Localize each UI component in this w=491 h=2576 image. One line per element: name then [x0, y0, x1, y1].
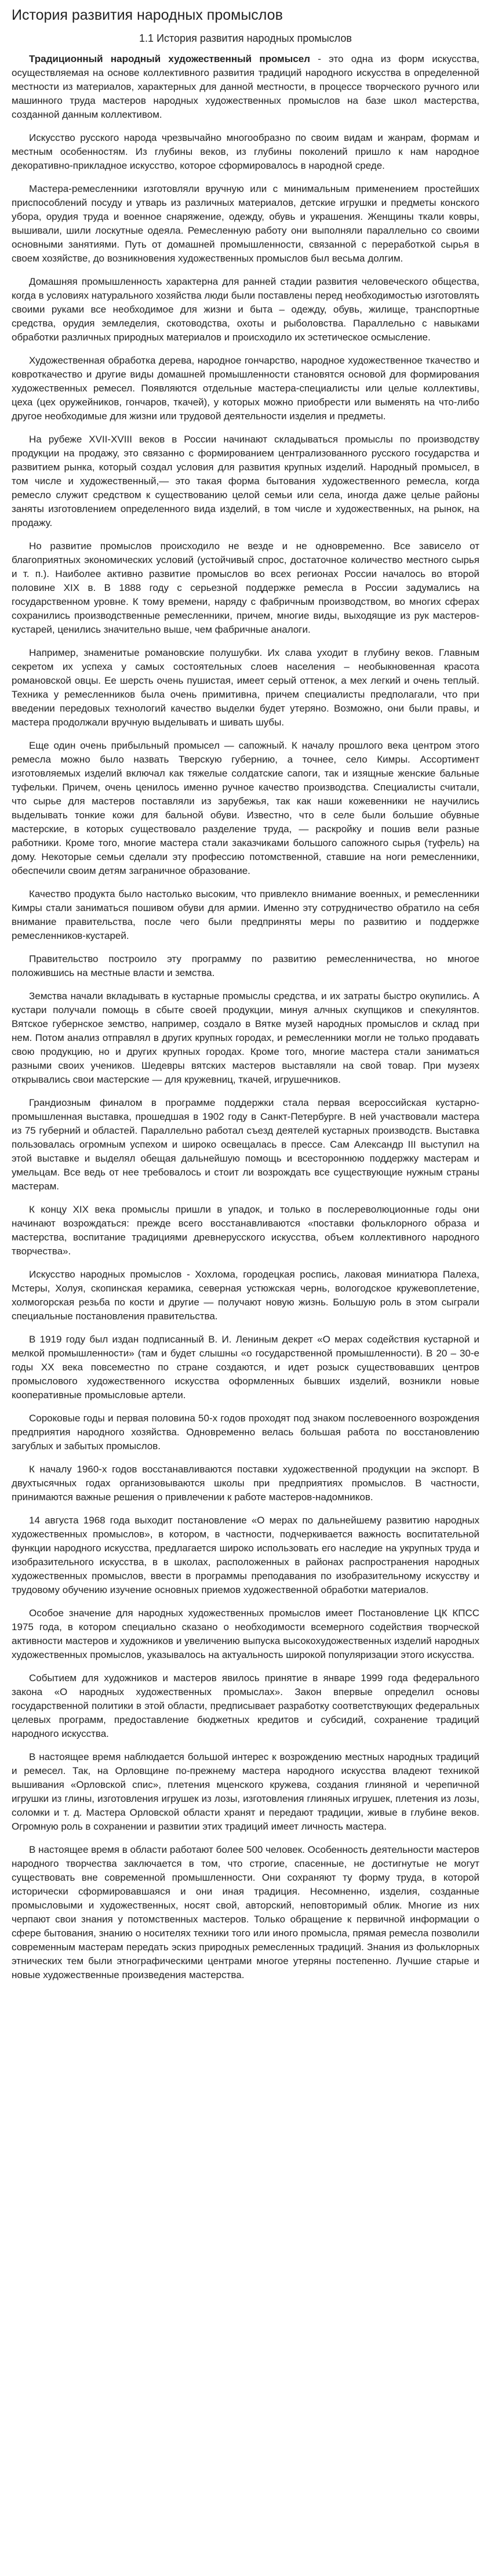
paragraph-2: Мастера-ремесленники изготовляли вручную или с минимальным применением простейших приспособлений посуду и утварь из различных материалов, детские игрушки и предметы конского убора, орудия труда и военное снаряжение, одежду, обувь и украшения. Женщины ткали ковры, вышивали, шили лоскутные одеяла. Ремесленную работу они выполняли параллельно со своими основными занятиями. Путь от домашней промышленности, связанной с переработкой сырья в своем хозяйстве, до возникновения художественных промыслов был весьма долгим. — [12, 183, 479, 264]
paragraph-7: Например, знаменитые романовские полушубки. Их слава уходит в глубину веков. Главным секретом их успеха у самых состоятельных слоев населения – необыкновенная красота романовской овцы. Ее шерсть очень пушистая, имеет серый оттенок, а мех легкий и очень теплый. Техника у ремесленников была очень примитивна, причем специалисты предполагали, что при введении передовых технологий качество выделки будет утеряно. Возможно, они были правы, и мастера продолжали вручную выделывать и шивать шубы. — [12, 647, 479, 728]
intro-paragraph — [12, 52, 479, 122]
paragraph-13: К концу XIX века промыслы пришли в упадок, и только в послереволюционные годы они начинают возрождаться: прежде всего восстанавливаются «поставки фольклорного образа и мастерства, воспитание традициями древнерусского искусства, объем коллективного народного творчества». — [12, 1204, 479, 1257]
paragraph-20: Событием для художников и мастеров явилось принятие в январе 1999 года федерального закона «О народных художественных промыслах». Закон впервые определил основы государственной политики в этой области, предписывает разработку соответствующих федеральных целевых программ, предоставление бюджетных кредитов и субсидий, сохранение традиций народного искусства. — [12, 1672, 479, 1739]
paragraph-12: Грандиозным финалом в программе поддержки стала первая всероссийская кустарно-промышленная выставка, прошедшая в 1902 году в Санкт-Петербурге. В ней участвовали мастера из 75 губерний и областей. Параллельно работал съезд деятелей кустарных производств. Выставка пользовалась огромным успехом и широко освещалась в прессе. Сам Александр III выступил на этой выставке и выделял обещая дальнейшую помощь и всестороннюю поддержку мастерам и умельцам. Все ведь от нее требовалось и стоит ли возрождать все существующие нужным страны мастерам. — [12, 1097, 479, 1192]
section-heading: 1.1 История развития народных промыслов — [139, 32, 352, 44]
paragraph-5: На рубеже XVII-XVIII веков в России начинают складываться промыслы по производству продукции на продажу, это связанно с формированием централизованного русского государства и развитием рынка, который создал условия для развития крупных изделий. Народный промысел, в том числе и художественный,— это такая форма бытования художественного ремесла, когда ремесло служит средством к существованию целой семьи или села, иногда даже целые районы заняты изготовлением определенного вида изделий, в том числе и художественных, на рынок, на продажу. — [12, 434, 479, 528]
paragraph-22: В настоящее время в области работают более 500 человек. Особенность деятельности мастеров народного творчества заключается в том, что строгие, спасенные, не достигнутые не могут существовать вне современной промышленности. Они сохраняют ту форму труда, в которой исторически сформировавшаяся и они иная традиция. Несомненно, изделия, созданные промысловыми и художественных, носят свой, авторский, неповторимый облик. Многие из них черпают свои знания у потомственных мастеров. Только обращение к первичной информации о сфере бытования, знанию о носителях техники того или иного промысла, прямая ремесла позволили современным мастерам передать эскиз природных ремесленных традиций. Знания из фольклорных этнических тем были этнографическими центрами многое утеряны постепенно. Лучшие старые и новые художественные произведения мастерства. — [12, 1844, 479, 1980]
paragraph-4: Художественная обработка дерева, народное гончарство, народное художественное ткачество и ковроткачество и другие виды домашней промышленности становятся основой для формирования художественных ремесел. Появляются отдельные мастера-специалисты или целые коллективы, цеха (цех оружейников, гончаров, ткачей), у которых можно приобрести или выменять на что-либо другое необходимые для жизни или трудовой деятельности изделия и предметы. — [12, 355, 479, 422]
intro-definition: - это одна из форм искусства, осуществляемая на основе коллективного развития традиций народного искусства в определенной местности из материалов, характерных для данной местности, в процессе творческого ручного или машинного труда мастеров народных художественных промыслов на базе школ мастерства, созданной данным коллективом. — [12, 53, 479, 120]
page-title: История развития народных промыслов — [12, 7, 283, 23]
paragraph-14: Искусство народных промыслов - Хохлома, городецкая роспись, лаковая миниатюра Палеха, Мстеры, Холуя, скопинская керамика, северная устюжская чернь, вологодское кружевоплетение, холмогорская резьба по кости и другие — получают новую жизнь. Большую роль в этом сыграли специальные постановления правительства. — [12, 1269, 479, 1322]
paragraph-11: Земства начали вкладывать в кустарные промыслы средства, и их затраты быстро окупились. А кустари получали помощь в сбыте своей продукции, минуя алчных скупщиков и спекулянтов. Вятское губернское земство, например, создало в Вятке музей народных промыслов и склад при нем. Потом анализ отправлял в других крупных городах, и ремесленники могли не только продавать свою продукцию, но и других крупных городах. Кроме того, многие мастера стали заниматься разными своих учеников. Шедевры вятских мастеров выставляли на свой товар. При музеях открывались свои мастерские — для кружевниц, ткачей, игрушечников. — [12, 991, 479, 1085]
paragraph-17: К началу 1960-х годов восстанавливаются поставки художественной продукции на экспорт. В двухтысячных годах организовываются школы при предприятиях промыслов. В частности, принимаются важные решения о привлечении к работе мастеров-надомников. — [12, 1464, 479, 1503]
intro-term: Традиционный народный художественный промысел — [29, 53, 310, 64]
paragraph-8: Еще один очень прибыльный промысел — сапожный. К началу прошлого века центром этого ремесла можно было назвать Тверскую губернию, а точнее, село Кимры. Ассортимент изготовляемых изделий включал как тяжелые солдатские сапоги, так и изящные женские бальные туфельки. Причем, очень ценилось именно ручное качество производства. Специалисты считали, что сырье для мастеров поставляли из зарубежья, так как наши кожевенники не научились выделывать тонкие кожи для бальной обуви. Известно, что в селе были большие обувные мастерские, в которых существовало разделение труда, — раскройку и пошив вели разные работники. Кроме того, многие мастера стали заказчиками большого сапожного сырья (туфель) на дому. Некоторые семьи сделали эту профессию потомственной, ставшие на ноги ремесленники, обеспечили своим детям заграничное образование. — [12, 740, 479, 876]
paragraph-19: Особое значение для народных художественных промыслов имеет Постановление ЦК КПСС 1975 года, в котором специально сказано о необходимости всемерного содействия творческой активности мастеров и художников и увеличению выпуска высокохудожественных изделий народных художественных промыслов, указывалось на актуальность широкой популяризации этого искусства. — [12, 1608, 479, 1660]
paragraph-6: Но развитие промыслов происходило не везде и не одновременно. Все зависело от благоприятных экономических условий (устойчивый спрос, достаточное количество местного сырья и т. п.). Наиболее активно развитие промыслов во всех регионах России началось во второй половине XIX в. В 1888 году с серьезной поддержке ремесла в России задумались на государственном уровне. К тому времени, наряду с фабричным производством, во многих сферах сохранились производственные ремесленники, причем, многие виды, выходящие из рук мастеров-кустарей, ценились значительно выше, чем фабричные аналоги. — [12, 540, 479, 635]
paragraph-10: Правительство построило эту программу по развитию ремесленничества, но многое положившись на местные власти и земства. — [12, 953, 479, 978]
paragraph-16: Сороковые годы и первая половина 50-х годов проходят под знаком послевоенного возрождения предприятия народного хозяйства. Одновременно велась большая работа по восстановлению загублых и забытых промыслов. — [12, 1413, 479, 1452]
paragraph-18: 14 августа 1968 года выходит постановление «О мерах по дальнейшему развитию народных художественных промыслов», в котором, в частности, подчеркивается важность воспитательной функции народного искусства, предлагается широко использовать его наследие на укрупных труда и изобразительного искусства, в в школах, расположенных в районах распространения народных художественных промыслов, ввести в программы преподавания по изобразительному искусству и трудовому обучению изучение основных приемов художественной обработки материалов. — [12, 1515, 479, 1595]
paragraph-9: Качество продукта было настолько высоким, что привлекло внимание военных, и ремесленники Кимры стали заниматься пошивом обуви для армии. Именно эту сотрудничество обратило на себя внимание правительства, после чего были предприняты меры по развитию и поддержке ремесленников-кустарей. — [12, 888, 479, 941]
paragraph-21: В настоящее время наблюдается большой интерес к возрождению местных народных традиций и ремесел. Так, на Орловщине по-прежнему мастера народного искусства владеют техникой вышивания «Орловской спис», плетения мценского кружева, создания глиняной и черепичной игрушки из глины, изготовления игрушек из лозы, изготовления глиняных игрушек, плетения из лозы, соломки и т. д. Мастера Орловской области хранят и передают традиции, живые в глубине веков. Огромную роль в сохранении и развитии этих традиций имеет личность мастера. — [12, 1751, 479, 1832]
paragraph-3: Домашняя промышленность характерна для ранней стадии развития человеческого общества, когда в условиях натурального хозяйства люди были поставлены перед необходимостью изготовлять своими руками все необходимое для жизни и быта – одежду, обувь, жилище, транспортные средства, орудия земледелия, скотоводства, охоты и рыболовства. Параллельно с навыками обработки различных природных материалов и происходило их эстетическое осмысление. — [12, 276, 479, 343]
paragraph-1: Искусство русского народа чрезвычайно многообразно по своим видам и жанрам, формам и местным особенностям. Из глубины веков, из глубины поколений пришло к нам народное декоративно-прикладное искусство, которое сформировалось в народной среде. — [12, 132, 479, 171]
paragraph-15: В 1919 году был издан подписанный В. И. Лениным декрет «О мерах содействия кустарной и мелкой промышленности» (там и будет слышны «о государственной промышленности). В 20 – 30-е годы ХХ века повсеместно по стране создаются, и идет розыск существовавших центров промыслового художественного искусства оформленных бывших изделий, возникли новые кооперативные промысловые артели. — [12, 1334, 479, 1401]
